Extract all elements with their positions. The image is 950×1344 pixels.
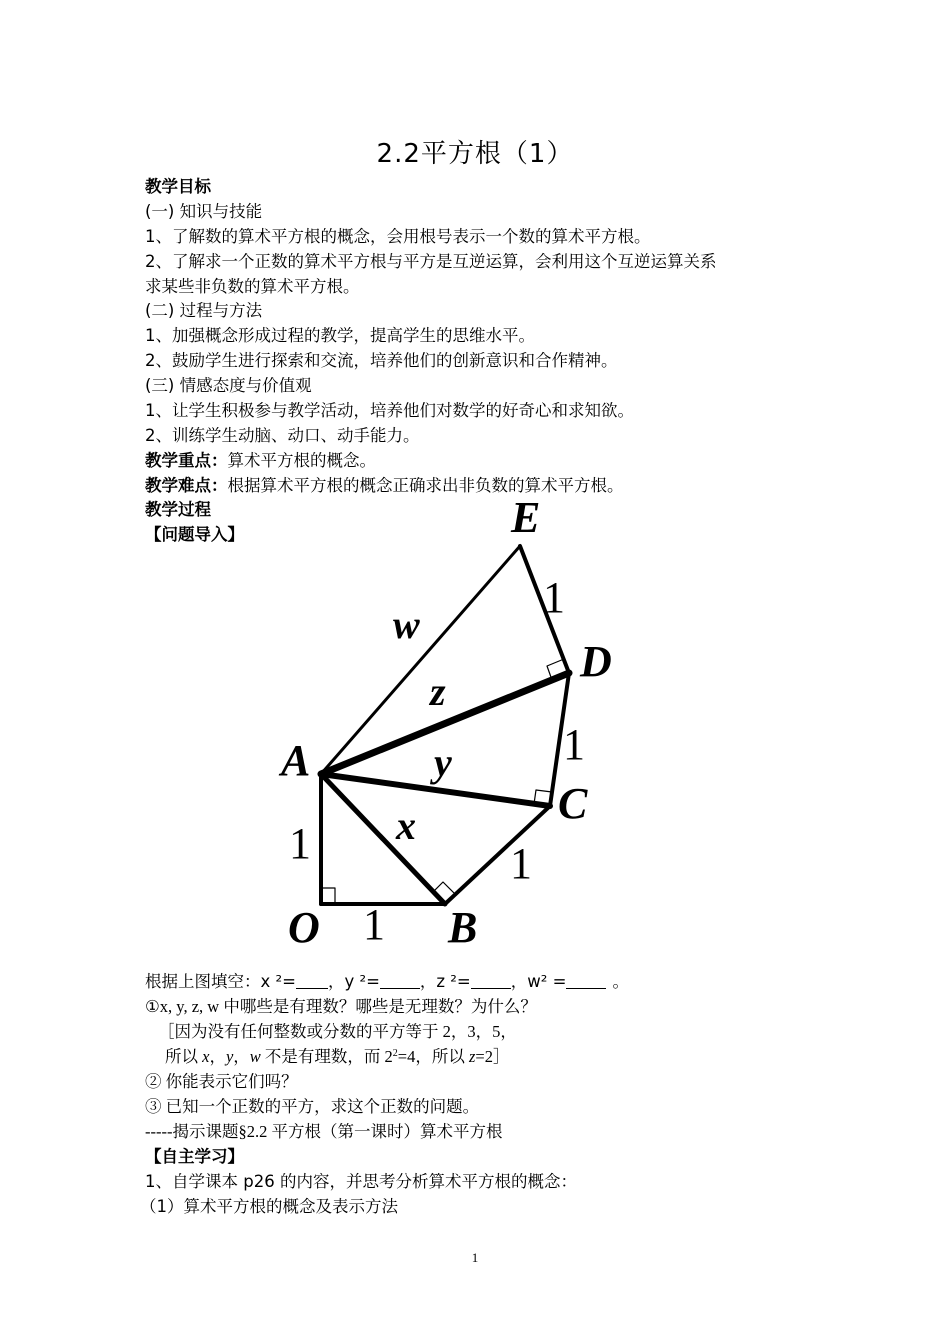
objective-item: 1、加强概念形成过程的教学，提高学生的思维水平。 [145,326,535,345]
var-z: z [468,1047,476,1066]
point-label-E: E [511,493,541,542]
objective-item: 2、鼓励学生进行探索和交流，培养他们的创新意识和合作精神。 [145,351,618,370]
separator: ， [233,1047,250,1066]
separator: ， [209,1047,226,1066]
length-label-y: y [434,740,452,785]
question-1: ①x, y, z, w 中哪些是有理数？哪些是无理数？为什么？ [145,997,537,1016]
fill-prompt: 根据上图填空： [145,972,261,991]
var-y: y [225,1047,234,1066]
fill-w-label: ，w² = [510,972,567,991]
superscript: 2 [392,1048,398,1059]
key-point-label: 教学重点： [145,451,228,470]
length-label-CD: 1 [563,720,585,769]
objective-item-continuation: 求某些非负数的算术平方根。 [145,277,360,296]
topic-reveal: -----揭示课题§2.2 平方根（第一课时）算术平方根 [145,1122,503,1141]
self-study-subitem: （1）算术平方根的概念及表示方法 [140,1197,398,1216]
fill-x-label: x ²= [260,972,296,991]
blank-x[interactable] [296,974,328,989]
blank-w[interactable] [566,974,606,989]
segment-AE [321,546,520,774]
answer-text: =2］ [475,1047,510,1066]
point-label-O: O [288,903,320,952]
length-label-DE: 1 [543,573,565,622]
page-number: 1 [471,1250,479,1265]
answer-text: 所以 [165,1047,198,1066]
length-label-z: z [430,669,446,714]
length-label-OA: 1 [289,819,311,868]
length-label-x: x [396,803,416,848]
var-x: x [202,1047,210,1066]
page-title: 2.2平方根（1） [376,139,574,169]
blank-y[interactable] [380,974,420,989]
point-label-B: B [448,903,478,952]
length-label-BC: 1 [510,839,532,888]
point-label-A: A [281,736,311,785]
section-heading-knowledge: (一) 知识与技能 [145,202,263,221]
question-3: ③ 已知一个正数的平方，求这个正数的问题。 [145,1097,480,1116]
fill-in-prompt [145,972,629,992]
answer-text: 不是有理数，而 2 [260,1047,393,1066]
point-label-C: C [558,779,588,828]
segment-AB [321,774,445,904]
fill-y-label: ，y ²= [327,972,380,991]
var-w: w [249,1047,261,1066]
objective-item: 2、了解求一个正数的算术平方根与平方是互逆运算，会利用这个互逆运算关系 [145,252,717,271]
objective-item: 2、训练学生动脑、动口、动手能力。 [145,426,420,445]
process-heading: 教学过程 [145,500,211,519]
key-point-text: 算术平方根的概念。 [227,451,376,470]
question-2: ② 你能表示它们吗？ [145,1072,298,1091]
answer-line-2 [165,1047,509,1067]
difficulty-label: 教学难点： [145,476,228,495]
difficulty-text: 根据算术平方根的概念正确求出非负数的算术平方根。 [227,476,624,495]
blank-z[interactable] [471,974,511,989]
section-heading-process: (二) 过程与方法 [145,301,263,320]
objective-item: 1、了解数的算术平方根的概念，会用根号表示一个数的算术平方根。 [145,227,651,246]
answer-line-1: ［因为没有任何整数或分数的平方等于 2，3，5， [158,1022,517,1041]
answer-text: =4，所以 [397,1047,469,1066]
segment-BC [445,806,550,904]
fill-end: 。 [612,972,629,991]
right-angle-mark-O [321,888,335,904]
section-heading-attitude: (三) 情感态度与价值观 [145,376,312,395]
fill-z-label: ，z ²= [419,972,471,991]
self-study-heading: 【自主学习】 [145,1147,244,1166]
point-label-D: D [580,637,612,686]
intro-heading: 【问题导入】 [145,525,244,544]
self-study-item: 1、自学课本 p26 的内容，并思考分析算术平方根的概念： [145,1172,577,1191]
objectives-heading: 教学目标 [145,177,211,196]
length-label-w: w [393,602,420,647]
length-label-OB: 1 [363,900,385,949]
objective-item: 1、让学生积极参与教学活动，培养他们对数学的好奇心和求知欲。 [145,401,634,420]
